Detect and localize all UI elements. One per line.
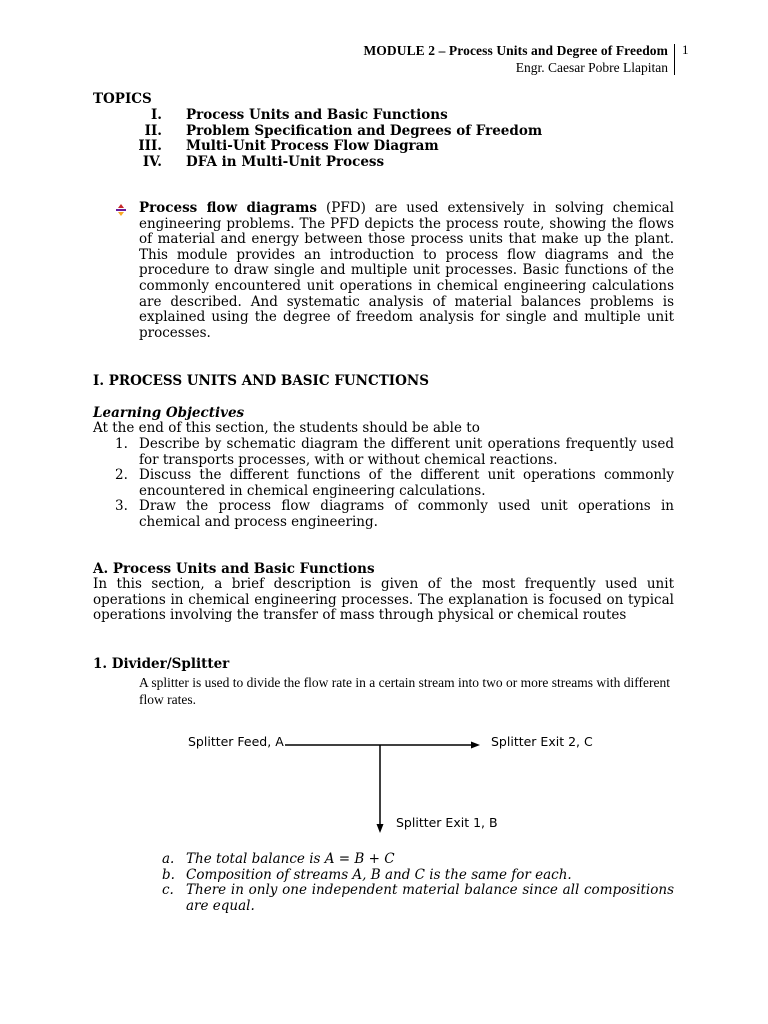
subsection-paragraph: In this section, a brief description is given of the most frequently used unit operations in chemical engineering processes. The explanation is focused on typical operations involving the transfer of mass through physical or chemical routes — [93, 576, 674, 624]
topic-number: III. — [138, 138, 162, 154]
note-letter: c. — [162, 882, 174, 899]
topic-number: II. — [144, 123, 162, 139]
page-header — [363, 42, 668, 76]
divider-description: A splitter is used to divide the flow rate in a certain stream into two or more streams with different flow rates. — [139, 675, 670, 707]
topic-number: IV. — [142, 154, 162, 170]
intro-term: Process flow diagrams — [139, 200, 318, 216]
objective-item — [93, 468, 674, 499]
section-heading: I. PROCESS UNITS AND BASIC FUNCTIONS — [93, 373, 429, 389]
intro-paragraph — [139, 201, 674, 341]
intro-text: (PFD) are used extensively in solving chemical engineering problems. The PFD depicts the process route, showing the flows of material and energy between those process units that make up the plant. This module provides an introduction to process flow diagrams and the procedure to draw single and multiple unit processes. Basic functions of the commonly encountered unit operations in chemical engineering calculations are described. And systematic analysis of material balances problems is explained using the degree of freedom analysis for single and multiple unit processes. — [139, 200, 674, 341]
note-text: There in only one independent material balance since all compositions are equal. — [186, 882, 674, 914]
topic-label: Multi-Unit Process Flow Diagram — [186, 138, 439, 154]
splitter-notes — [162, 852, 674, 914]
objectives-intro: At the end of this section, the students should be able to — [93, 420, 480, 436]
topic-label: DFA in Multi-Unit Process — [186, 154, 385, 170]
topics-heading: TOPICS — [93, 91, 152, 107]
topic-label: Process Units and Basic Functions — [186, 107, 448, 123]
divider-heading: 1. Divider/Splitter — [93, 656, 230, 672]
objective-number: 2. — [115, 467, 128, 484]
arrow-bullet-icon — [115, 204, 127, 216]
topic-label: Problem Specification and Degrees of Freedom — [186, 123, 543, 139]
note-item — [162, 868, 674, 884]
objectives-heading: Learning Objectives — [93, 405, 245, 421]
objective-item — [93, 437, 674, 468]
module-title: MODULE 2 – Process Units and Degree of Freedom — [363, 43, 668, 58]
note-letter: b. — [162, 866, 175, 883]
splitter-exit2-label: Splitter Exit 2, C — [491, 734, 593, 749]
note-text: Composition of streams A, B and C is the same for each. — [186, 866, 572, 883]
note-item — [162, 883, 674, 914]
splitter-exit1-label: Splitter Exit 1, B — [396, 815, 498, 830]
splitter-diagram — [180, 728, 600, 838]
objectives-list — [93, 437, 674, 531]
objective-text: Discuss the different functions of the different unit operations commonly encountered in chemical engineering calculations. — [139, 467, 674, 499]
exit2-arrowhead — [471, 742, 480, 749]
exit1-arrowhead — [377, 824, 384, 833]
note-text: The total balance is A = B + C — [186, 851, 395, 867]
note-letter: a. — [162, 851, 175, 867]
objective-text: Draw the process flow diagrams of commonly used unit operations in chemical and process engineering. — [139, 498, 674, 530]
splitter-feed-label: Splitter Feed, A — [188, 734, 284, 749]
objective-number: 3. — [115, 498, 128, 515]
header-divider — [674, 44, 675, 75]
page-number: 1 — [682, 42, 689, 57]
note-item — [162, 852, 674, 868]
topic-number: I. — [150, 107, 162, 123]
author-name: Engr. Caesar Pobre Llapitan — [515, 60, 668, 75]
objective-item — [93, 499, 674, 530]
subsection-heading: A. Process Units and Basic Functions — [93, 561, 375, 577]
objective-number: 1. — [115, 436, 128, 452]
objective-text: Describe by schematic diagram the different unit operations frequently used for transports processes, with or without chemical reactions. — [139, 436, 674, 468]
